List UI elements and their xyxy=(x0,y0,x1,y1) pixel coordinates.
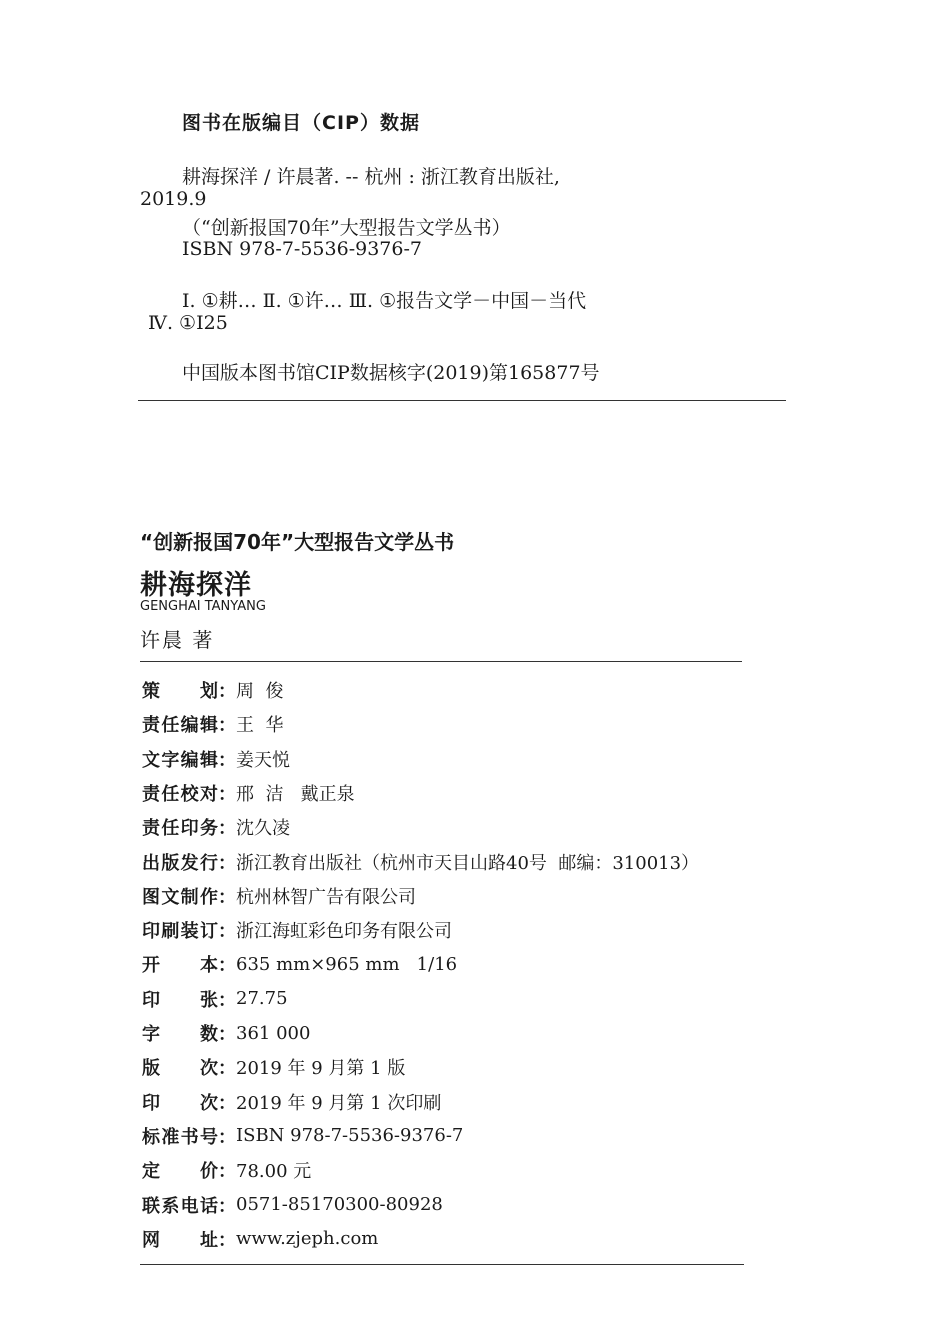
colophon-value: 361 000 xyxy=(236,1022,311,1044)
colophon-label: 标准书号 xyxy=(142,1126,218,1148)
cip-record-line: 耕海探洋 / 许晨著. -- 杭州 : 浙江教育出版社, xyxy=(182,166,560,188)
cip-classification-line: Ⅰ. ①耕… Ⅱ. ①许… Ⅲ. ①报告文学－中国－当代 xyxy=(182,290,587,312)
colophon-label: 责任编辑 xyxy=(142,715,218,737)
colophon-value: 杭州林智广告有限公司 xyxy=(236,886,416,908)
colophon-colon: ： xyxy=(218,715,236,737)
colophon-value: 浙江教育出版社（杭州市天目山路40号 邮编：310013） xyxy=(236,852,700,874)
colophon-label: 印张 xyxy=(142,989,218,1011)
colophon-row xyxy=(142,915,452,945)
colophon-value: 姜天悦 xyxy=(236,749,290,771)
colophon-value: 王 华 xyxy=(236,715,284,737)
colophon-row xyxy=(142,1087,441,1117)
colophon-row xyxy=(142,1018,310,1048)
colophon-row xyxy=(142,1121,463,1151)
colophon-value: 2019 年 9 月第 1 版 xyxy=(236,1058,406,1080)
colophon-row xyxy=(142,847,699,877)
colophon-value: 邢 洁 戴正泉 xyxy=(236,783,355,805)
colophon-colon: ： xyxy=(218,1195,236,1217)
colophon-row xyxy=(142,709,283,739)
colophon-row xyxy=(142,1155,311,1185)
colophon-label: 图文制作 xyxy=(142,886,218,908)
colophon-label: 文字编辑 xyxy=(142,749,218,771)
colophon-colon: ： xyxy=(218,886,236,908)
colophon-label: 联系电话 xyxy=(142,1195,218,1217)
cip-isbn-line: ISBN 978-7-5536-9376-7 xyxy=(182,238,422,260)
colophon-colon: ： xyxy=(218,1161,236,1183)
colophon-colon: ： xyxy=(218,749,236,771)
colophon-row xyxy=(142,1224,378,1254)
colophon-label: 印次 xyxy=(142,1092,218,1114)
colophon-colon: ： xyxy=(218,783,236,805)
cip-verification-number: 中国版本图书馆CIP数据核字(2019)第165877号 xyxy=(182,362,600,384)
colophon-colon: ： xyxy=(218,1092,236,1114)
colophon-label: 开本 xyxy=(142,955,218,977)
colophon-value: www.zjeph.com xyxy=(236,1228,379,1250)
book-title: 耕海探洋 xyxy=(140,570,252,601)
colophon-label: 网址 xyxy=(142,1229,218,1251)
colophon-value: 沈久凌 xyxy=(236,818,290,840)
colophon-colon: ： xyxy=(218,1024,236,1045)
cip-classification-line: Ⅳ. ①I25 xyxy=(148,312,228,334)
author-line: 许晨 著 xyxy=(140,628,215,652)
cip-divider xyxy=(138,400,786,401)
colophon-value: 0571-85170300-80928 xyxy=(236,1194,443,1215)
colophon-label: 字数 xyxy=(142,1024,218,1045)
colophon-value: 78.00 元 xyxy=(236,1161,312,1183)
colophon-label: 出版发行 xyxy=(142,852,218,874)
colophon-label: 定价 xyxy=(142,1161,218,1183)
colophon-colon: ： xyxy=(218,1229,236,1251)
colophon-row xyxy=(142,1190,443,1220)
book-title-pinyin: GENGHAI TANYANG xyxy=(140,599,266,614)
colophon-label: 责任校对 xyxy=(142,783,218,805)
colophon-colon: ： xyxy=(218,921,236,943)
colophon-label: 策划 xyxy=(142,681,218,702)
colophon-label: 印刷装订 xyxy=(142,921,218,943)
colophon-row xyxy=(142,949,457,979)
colophon-colon: ： xyxy=(218,681,236,702)
colophon-row xyxy=(142,778,355,808)
colophon-label: 版次 xyxy=(142,1058,218,1080)
colophon-colon: ： xyxy=(218,989,236,1011)
colophon-value: 27.75 xyxy=(236,988,288,1010)
colophon-colon: ： xyxy=(218,818,236,840)
cip-heading: 图书在版编目（CIP）数据 xyxy=(182,112,420,134)
colophon-row xyxy=(142,812,290,842)
cip-record-line: 2019.9 xyxy=(140,188,207,210)
colophon-colon: ： xyxy=(218,955,236,977)
series-title: “创新报国70年”大型报告文学丛书 xyxy=(140,530,455,554)
colophon-row xyxy=(142,744,290,774)
colophon-label: 责任印务 xyxy=(142,818,218,840)
colophon-top-divider xyxy=(140,661,742,662)
colophon-value: ISBN 978-7-5536-9376-7 xyxy=(236,1125,464,1147)
colophon-bottom-divider xyxy=(140,1264,744,1265)
colophon-colon: ： xyxy=(218,1126,236,1148)
colophon-value: 2019 年 9 月第 1 次印刷 xyxy=(236,1092,442,1114)
colophon-row xyxy=(142,675,283,705)
colophon-colon: ： xyxy=(218,852,236,874)
colophon-row xyxy=(142,1052,405,1082)
colophon-row xyxy=(142,881,416,911)
cip-record-line: （“创新报国70年”大型报告文学丛书） xyxy=(182,217,511,239)
colophon-row xyxy=(142,984,288,1014)
colophon-value: 浙江海虹彩色印务有限公司 xyxy=(236,921,452,943)
colophon-colon: ： xyxy=(218,1058,236,1080)
colophon-value: 635 mm×965 mm 1/16 xyxy=(236,953,458,975)
colophon-value: 周 俊 xyxy=(236,681,284,702)
